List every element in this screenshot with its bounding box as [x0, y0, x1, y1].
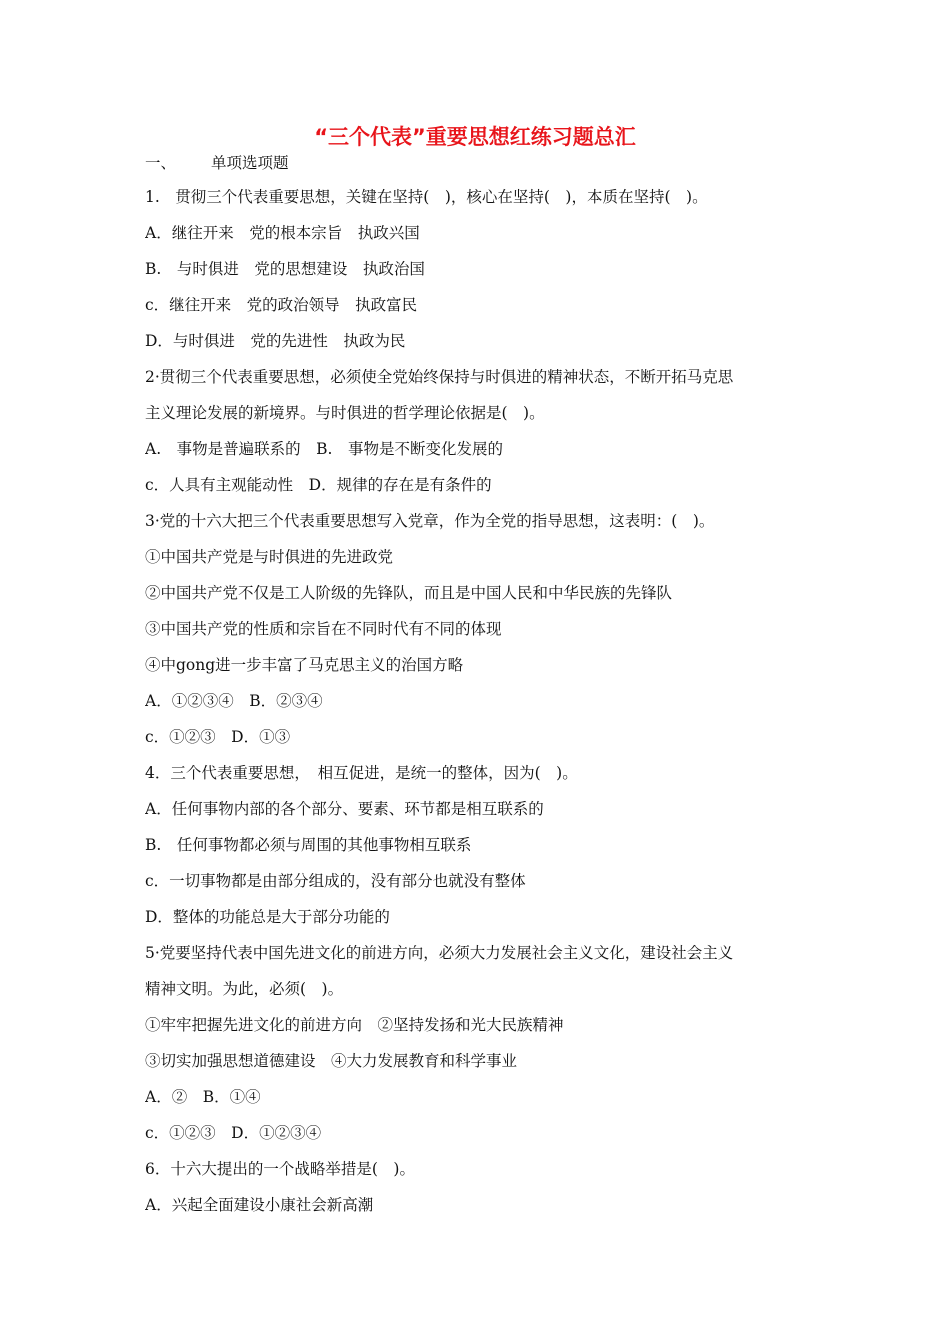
- text-line: c．一切事物都是由部分组成的，没有部分也就没有整体: [145, 872, 526, 890]
- text-line: D．与时俱进 党的先进性 执政为民: [145, 332, 406, 350]
- text-line: D．整体的功能总是大于部分功能的: [145, 908, 390, 926]
- text-line: 2·贯彻三个代表重要思想，必须使全党始终保持与时俱进的精神状态，不断开拓马克思: [145, 368, 734, 386]
- text-line: ③中国共产党的性质和宗旨在不同时代有不同的体现: [145, 620, 502, 638]
- section-label: 单项选项题: [211, 154, 289, 172]
- text-line: 3·党的十六大把三个代表重要思想写入党章，作为全党的指导思想，这表明：( )。: [145, 512, 715, 530]
- text-line: c．①②③ D．①③: [145, 728, 291, 746]
- text-line: A．①②③④ B．②③④: [145, 692, 323, 710]
- section-number: 一、: [145, 154, 177, 172]
- text-line: c．人具有主观能动性 D．规律的存在是有条件的: [145, 476, 492, 494]
- text-line: 5·党要坚持代表中国先进文化的前进方向，必须大力发展社会主义文化，建设社会主义: [145, 944, 734, 962]
- text-line: 6．十六大提出的一个战略举措是( )。: [145, 1160, 415, 1178]
- text-line: A．任何事物内部的各个部分、要素、环节都是相互联系的: [145, 800, 544, 818]
- text-line: ①中国共产党是与时俱进的先进政党: [145, 548, 394, 566]
- text-line: 主义理论发展的新境界。与时俱进的哲学理论依据是( )。: [145, 404, 545, 422]
- text-line: 精神文明。为此，必须( )。: [145, 980, 344, 998]
- question-list: [145, 183, 805, 1227]
- text-line: B. 任何事物都必须与周围的其他事物相互联系: [145, 836, 472, 854]
- text-line: ①牢牢把握先进文化的前进方向 ②坚持发扬和光大民族精神: [145, 1016, 564, 1034]
- text-line: A．② B．①④: [145, 1088, 261, 1106]
- text-line: 1. 贯彻三个代表重要思想，关键在坚持( )，核心在坚持( )，本质在坚持( )。: [145, 188, 708, 206]
- section-heading: [145, 151, 289, 173]
- text-line: A. 事物是普遍联系的 B. 事物是不断变化发展的: [145, 440, 503, 458]
- text-line: ③切实加强思想道德建设 ④大力发展教育和科学事业: [145, 1052, 518, 1070]
- text-line: c．继往开来 党的政治领导 执政富民: [145, 296, 418, 314]
- text-line: 4．三个代表重要思想， 相互促进，是统一的整体，因为( )。: [145, 764, 578, 782]
- text-line: A．继往开来 党的根本宗旨 执政兴国: [145, 224, 420, 242]
- text-line: ④中gong进一步丰富了马克思主义的治国方略: [145, 656, 464, 674]
- text-line: ②中国共产党不仅是工人阶级的先锋队，而且是中国人民和中华民族的先锋队: [145, 584, 673, 602]
- text-line: A．兴起全面建设小康社会新高潮: [145, 1196, 374, 1214]
- text-line: B. 与时俱进 党的思想建设 执政治国: [145, 260, 425, 278]
- text-line: c．①②③ D．①②③④: [145, 1124, 322, 1142]
- document-title: “三个代表”重要思想红练习题总汇: [314, 125, 636, 149]
